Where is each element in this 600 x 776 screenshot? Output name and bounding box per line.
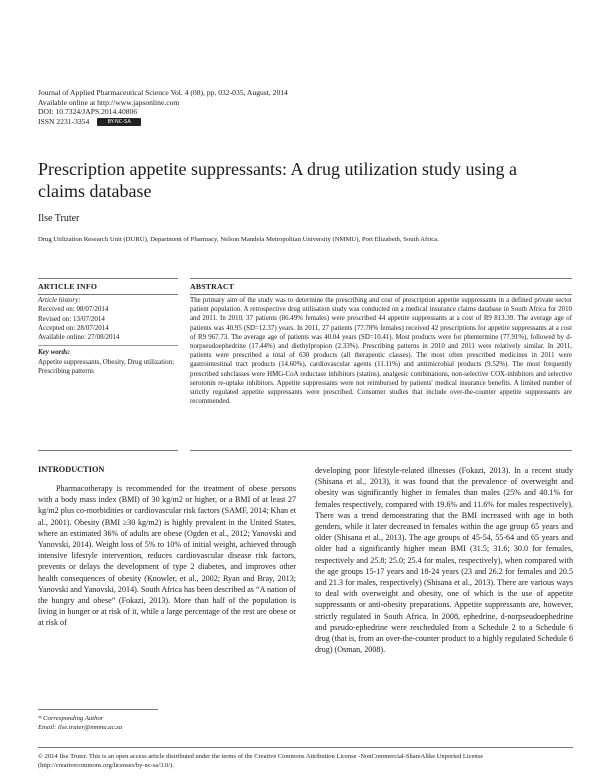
issn-row <box>38 117 378 127</box>
abstract-top-rule <box>190 278 572 279</box>
revised-date: Revised on: 13/07/2014 <box>38 314 105 323</box>
intro-column-right <box>315 465 573 655</box>
abstract-bottom-rule <box>190 450 572 451</box>
history-label: Article history: <box>38 296 81 304</box>
issn: ISSN 2231-3354 <box>38 116 90 126</box>
license-footer: © 2014 Ilse Truter. This is an open access article distributed under the terms of the Creative Commons Attribution License -NonCommercial-ShareAlike Unported License (http://creativecommons.org/licenses/by-nc-sa/3.0/). <box>38 753 484 769</box>
corresponding-email[interactable]: Email: ilse.truter@nmmu.ac.za <box>38 724 123 731</box>
keywords-list: Appetite suppressants, Obesity, Drug utilization; Prescribing patterns <box>38 357 175 376</box>
info-bottom-rule <box>38 450 178 451</box>
intro-paragraph-1: Pharmacotherapy is recommended for the treatment of obese persons with a body mass index (BMI) of 30 kg/m2 or higher, or a BMI of at least 27 kg/m2 plus co-morbidities or cardiovascular risk factors (SAMF, 2014; Khan et al., 2001). Obesity (BMI ≥30 kg/m2) is highly prevalent in the United States, where an estimated 36% of adults are obese (Ogden et al., 2012; Yanovski and Yanovski, 2014). Weight loss of 5% to 10% of initial weight, achieved through intensive lifestyle intervention, reduces cardiovascular disease risk factors, prevents or delays the development of type 2 diabetes, and improves other health consequences of obesity (Knowler, et al., 2002; Ryan and Bray, 2013; Yanovski and Yanovski, 2014). South Africa has been described as “A nation of the hungry and obese” (Fokazi, 2013). More than half of the population is living in hunger or at risk of it, while a large percentage of the rest are obese or at risk of <box>38 484 296 628</box>
abstract-text: The primary aim of the study was to determine the prescribing and cost of prescription appetite suppressants in a defined private sector patient population. A retrospective drug utilisation study was conducted on a medical insurance claims database in South Africa for 2010 and 2011. In 2010, 37 patients (86.49% females) were prescribed 44 appetite suppressants at a cost of R9 813.39. The average age of patients was 40.95 (SD=12.37) years. In 2011, 27 patients (77.78% females) received 42 prescriptions for appetite suppressants at a cost of R9 967.73. The average age of patients was 40.04 years (SD=10.41). Most products were for phentermine (77.91%), followed by d-norpseudoephedrine (17.44%) and diethylpropion (2.33%). Prescribing patterns in 2010 and 2011 were relatively similar. In 2011, patients were prescribed a total of 630 products (all therapeutic classes). The most often prescribed medicines in 2011 were gastrointestinal tract products (14.60%), cardiovascular agents (11.11%) and antimicrobial products (9.52%). The most frequently prescribed subclasses were HMG-CoA reductase inhibitors (statins), analgesic combinations, non-selective COX-inhibitors and selective serotonin re-uptake inhibitors. Appetite suppressants were not reimbursed by patients' medical insurance benefits. A limited number of strictly regulated appetite suppressants were prescribed. Consumer studies that include over-the-counter appetite suppressants are recommended. <box>190 297 572 406</box>
intro-column-left <box>38 483 296 629</box>
keywords-divider <box>38 345 178 346</box>
intro-paragraph-2: developing poor lifestyle-related illnesses (Fokazi, 2013). In a recent study (Shisana et al., 2013), it was found that the prevalence of overweight and obesity was significantly higher in females than males (25% and 40.1% for females respectively, compared with 19.6% and 11.6% for males respectively). There was a trend demonstrating that the BMI increased with age in both genders, while it later decreased in females within the age group 65 years and older (Shisana et al., 2013). The age groups of 45-54, 55-64 and 65 years and older had a significantly higher mean BMI (31.5; 31.6; 30.0 for females, respectively and 25.8; 25.0; 25.4 for males, respectively), when compared with the age groups 15-17 years and 18-24 years (23 and 26.2 for females and 20.5 and 21.3 for males, respectively) (Shisana et al., 2013). There are various ways to deal with overweight and obesity, one of which is the use of appetite suppressants or anti-obesity preparations. Appetite suppressants are, however, strictly regulated in South Africa. In 2008, ephedrine, d-norpseudoephedrine and pseudo-ephedrine were rescheduled from a Schedule 2 to a Schedule 6 drug (that is, from an over-the-counter product to a highly regulated Schedule 6 drug) (Osman, 2008). <box>315 466 573 655</box>
article-info-box <box>38 296 178 376</box>
correspondence <box>38 714 122 732</box>
abstract-heading: ABSTRACT <box>190 282 235 291</box>
abstract-rule <box>190 294 572 295</box>
footer-rule <box>38 747 573 748</box>
corresponding-author-label: * Corresponding Author <box>38 715 104 722</box>
article-info-rule <box>38 294 178 295</box>
journal-website: Available online at http://www.japsonline.com <box>38 97 180 107</box>
online-date: Available online: 27/08/2014 <box>38 333 120 342</box>
footnote-rule <box>38 709 158 710</box>
doi: DOI: 10.7324/JAPS.2014.40806 <box>38 107 138 117</box>
article-info-heading: ARTICLE INFO <box>38 282 98 291</box>
author-name: Ilse Truter <box>38 213 80 224</box>
article-info-top-rule <box>38 278 178 279</box>
accepted-date: Accepted on: 28/07/2014 <box>38 323 109 332</box>
article-title: Prescription appetite suppressants: A drug utilization study using a claims database <box>38 159 517 201</box>
received-date: Received on: 08/07/2014 <box>38 305 109 314</box>
keywords-label: Key words: <box>38 348 71 357</box>
introduction-heading: INTRODUCTION <box>38 465 105 474</box>
cc-license-icon[interactable]: BY-NC-SA <box>97 118 141 126</box>
journal-meta <box>38 88 378 126</box>
journal-citation: Journal of Applied Pharmaceutical Science Vol. 4 (08), pp. 032-035, August, 2014 <box>38 88 288 97</box>
author-affiliation: Drug Utilization Research Unit (DURU), Department of Pharmacy, Nelson Mandela Metropolitan University (NMMU), Port Elizabeth, South Africa. <box>38 236 439 243</box>
